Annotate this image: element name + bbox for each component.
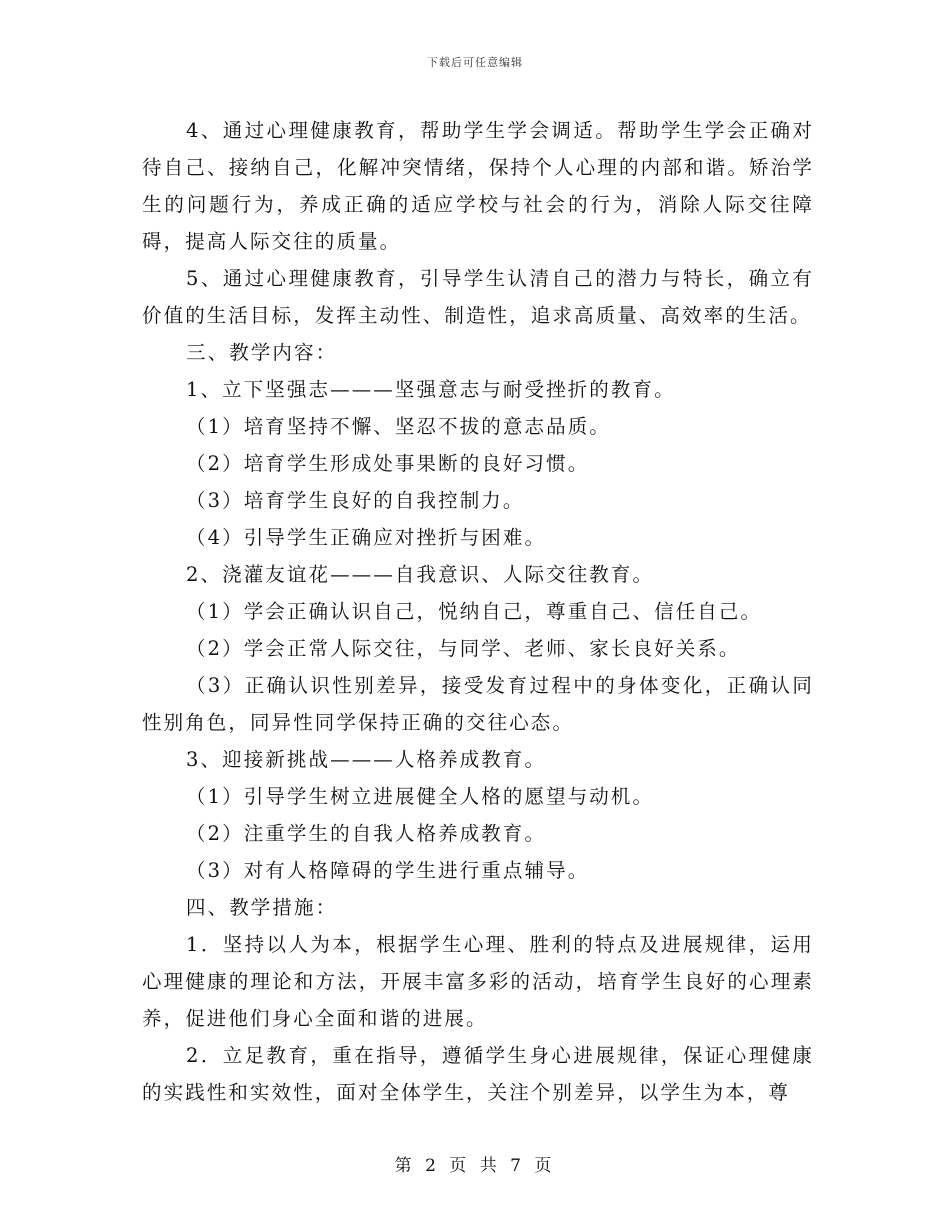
measure-item-1: 1．坚持以人为本，根据学生心理、胜利的特点及进展规律，运用心理健康的理论和方法，开展丰富多彩的活动，培育学生良好的心理素养，促进他们身心全面和谐的进展。: [142, 933, 814, 1030]
content-subitem-1-3: （3）培育学生良好的自我控制力。: [186, 489, 525, 512]
content-subitem-1-1: （1）培育坚持不懈、坚忍不拔的意志品质。: [186, 415, 611, 438]
content-subitem-2-1: （1）学会正确认识自己，悦纳自己，尊重自己、信任自己。: [186, 600, 763, 623]
content-subitem-3-3: （3）对有人格障碍的学生进行重点辅导。: [186, 859, 590, 882]
content-item-1: 1、立下坚强志———坚强意志与耐受挫折的教育。: [186, 378, 676, 401]
paragraph-goal-5: 5、通过心理健康教育，引导学生认清自己的潜力与特长，确立有价值的生活目标，发挥主动性、制造性，追求高质量、高效率的生活。: [142, 267, 814, 327]
content-subitem-3-1: （1）引导学生树立进展健全人格的愿望与动机。: [186, 785, 655, 808]
content-subitem-3-2: （2）注重学生的自我人格养成教育。: [186, 822, 547, 845]
section-heading-teaching-measures: 四、教学措施：: [186, 896, 338, 919]
content-subitem-2-3: （3）正确认识性别差异，接受发育过程中的身体变化，正确认同性别角色，同异性同学保持正确的交往心态。: [142, 674, 814, 734]
content-subitem-2-2: （2）学会正常人际交往，与同学、老师、家长良好关系。: [186, 637, 741, 660]
measure-item-2: 2．立足教育，重在指导，遵循学生身心进展规律，保证心理健康的实践性和实效性，面对全体学生，关注个别差异，以学生为本，尊: [142, 1044, 814, 1104]
content-subitem-1-2: （2）培育学生形成处事果断的良好习惯。: [186, 452, 590, 475]
header-note: 下载后可任意编辑: [427, 56, 523, 69]
content-subitem-1-4: （4）引导学生正确应对挫折与困难。: [186, 526, 547, 549]
content-item-2: 2、浇灌友谊花———自我意识、人际交往教育。: [186, 563, 655, 586]
paragraph-goal-4: 4、通过心理健康教育，帮助学生学会调适。帮助学生学会正确对待自己、接纳自己，化解冲突情绪，保持个人心理的内部和谐。矫治学生的问题行为，养成正确的适应学校与社会的行为，消除人际交往障碍，提高人际交往的质量。: [142, 119, 814, 253]
document-body: [142, 112, 814, 1111]
page-number: 第 2 页 共 7 页: [394, 1156, 556, 1176]
content-item-3: 3、迎接新挑战———人格养成教育。: [186, 748, 547, 771]
section-heading-teaching-content: 三、教学内容：: [186, 341, 338, 364]
